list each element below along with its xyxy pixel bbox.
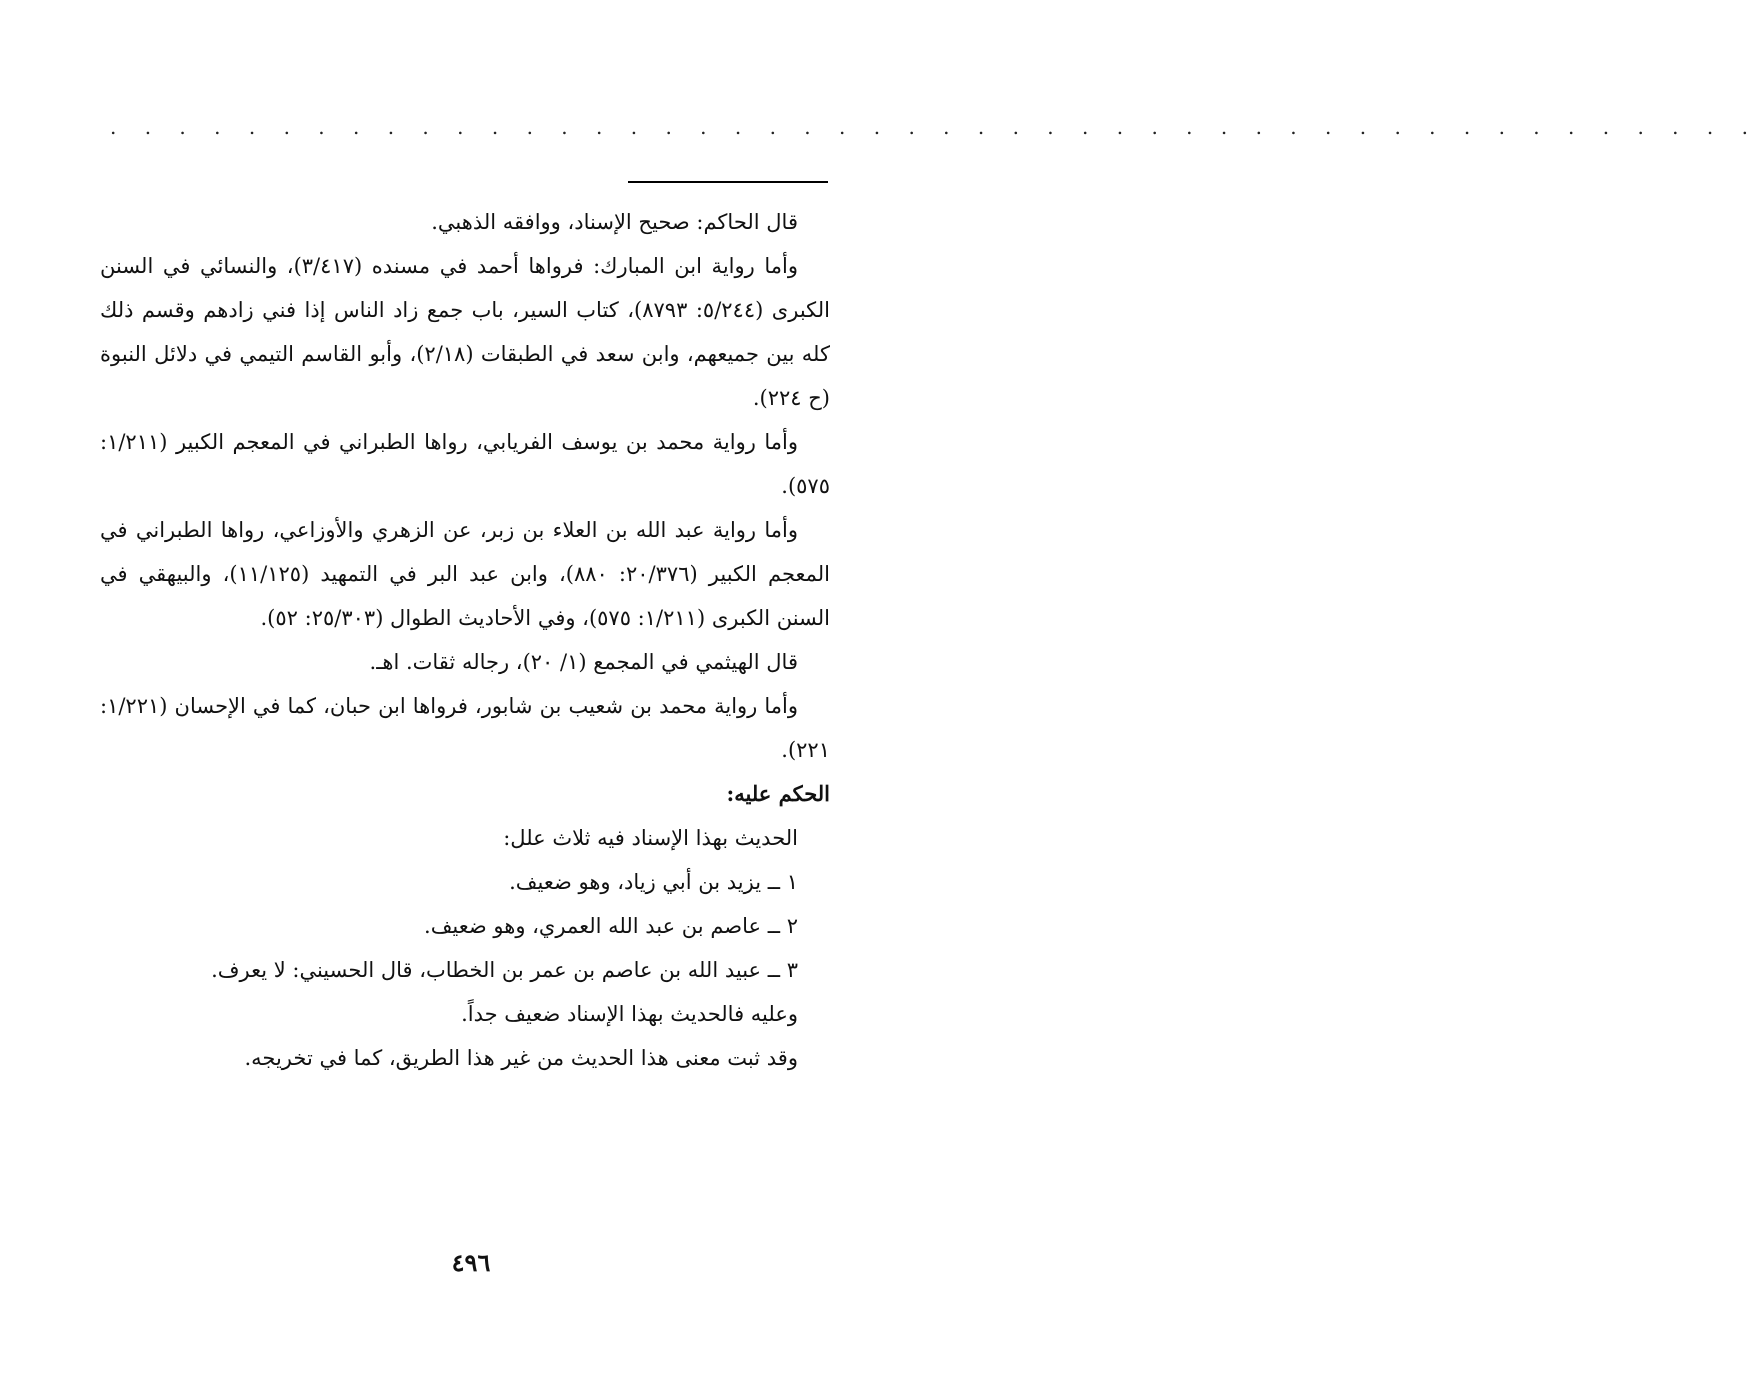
dotted-separator: . . . . . . . . . . . . . . . . . . . . . . . . . . . . . . . . . . . . . . . . . . . . . . . . [110,115,1759,139]
paragraph-faryabi: وأما رواية محمد بن يوسف الفريابي، رواها الطبراني في المعجم الكبير (١/٢١١: ٥٧٥). [100,430,830,498]
ruling-heading: الحكم عليه: [726,781,830,806]
ruling-note: وقد ثبت معنى هذا الحديث من غير هذا الطريق، كما في تخريجه. [244,1046,798,1070]
page-body [100,200,830,1080]
paragraph-haythami: قال الهيثمي في المجمع (١/ ٢٠)، رجاله ثقات. اهـ. [369,650,798,674]
ruling-item: ١ ــ يزيد بن أبي زياد، وهو ضعيف. [509,870,798,894]
paragraph-hakim: قال الحاكم: صحيح الإسناد، ووافقه الذهبي. [431,210,798,234]
page-number: ٤٩٦ [451,1248,491,1277]
ruling-conclusion: وعليه فالحديث بهذا الإسناد ضعيف جداً. [461,1002,798,1026]
ruling-intro: الحديث بهذا الإسناد فيه ثلاث علل: [503,826,798,850]
ruling-item: ٣ ــ عبيد الله بن عاصم بن عمر بن الخطاب، قال الحسيني: لا يعرف. [211,958,798,982]
ruling-item: ٢ ــ عاصم بن عبد الله العمري، وهو ضعيف. [424,914,798,938]
footnote-rule [628,181,828,183]
paragraph-abdullah-ibn-ala: وأما رواية عبد الله بن العلاء بن زبر، عن الزهري والأوزاعي، رواها الطبراني في المعجم الكبير (٢٠/٣٧٦: ٨٨٠)، وابن عبد البر في التمهيد (١١/١٢٥)، والبيهقي في السنن الكبرى (١/٢١١: ٥٧٥)، وفي الأحاديث الطوال (٢٥/٣٠٣: ٥٢). [100,518,831,630]
paragraph-ibn-mubarak: وأما رواية ابن المبارك: فرواها أحمد في مسنده (٣/٤١٧)، والنسائي في السنن الكبرى (٥/٢٤٤: ٨٧٩٣)، كتاب السير، باب جمع زاد الناس إذا فني زادهم وقسم ذلك كله بين جميعهم، وابن سعد في الطبقات (٢/١٨)، وأبو القاسم التيمي في دلائل النبوة (ح ٢٢٤). [100,254,830,410]
paragraph-ibn-shabur: وأما رواية محمد بن شعيب بن شابور، فرواها ابن حبان، كما في الإحسان (١/٢٢١: ٢٢١). [100,694,830,762]
